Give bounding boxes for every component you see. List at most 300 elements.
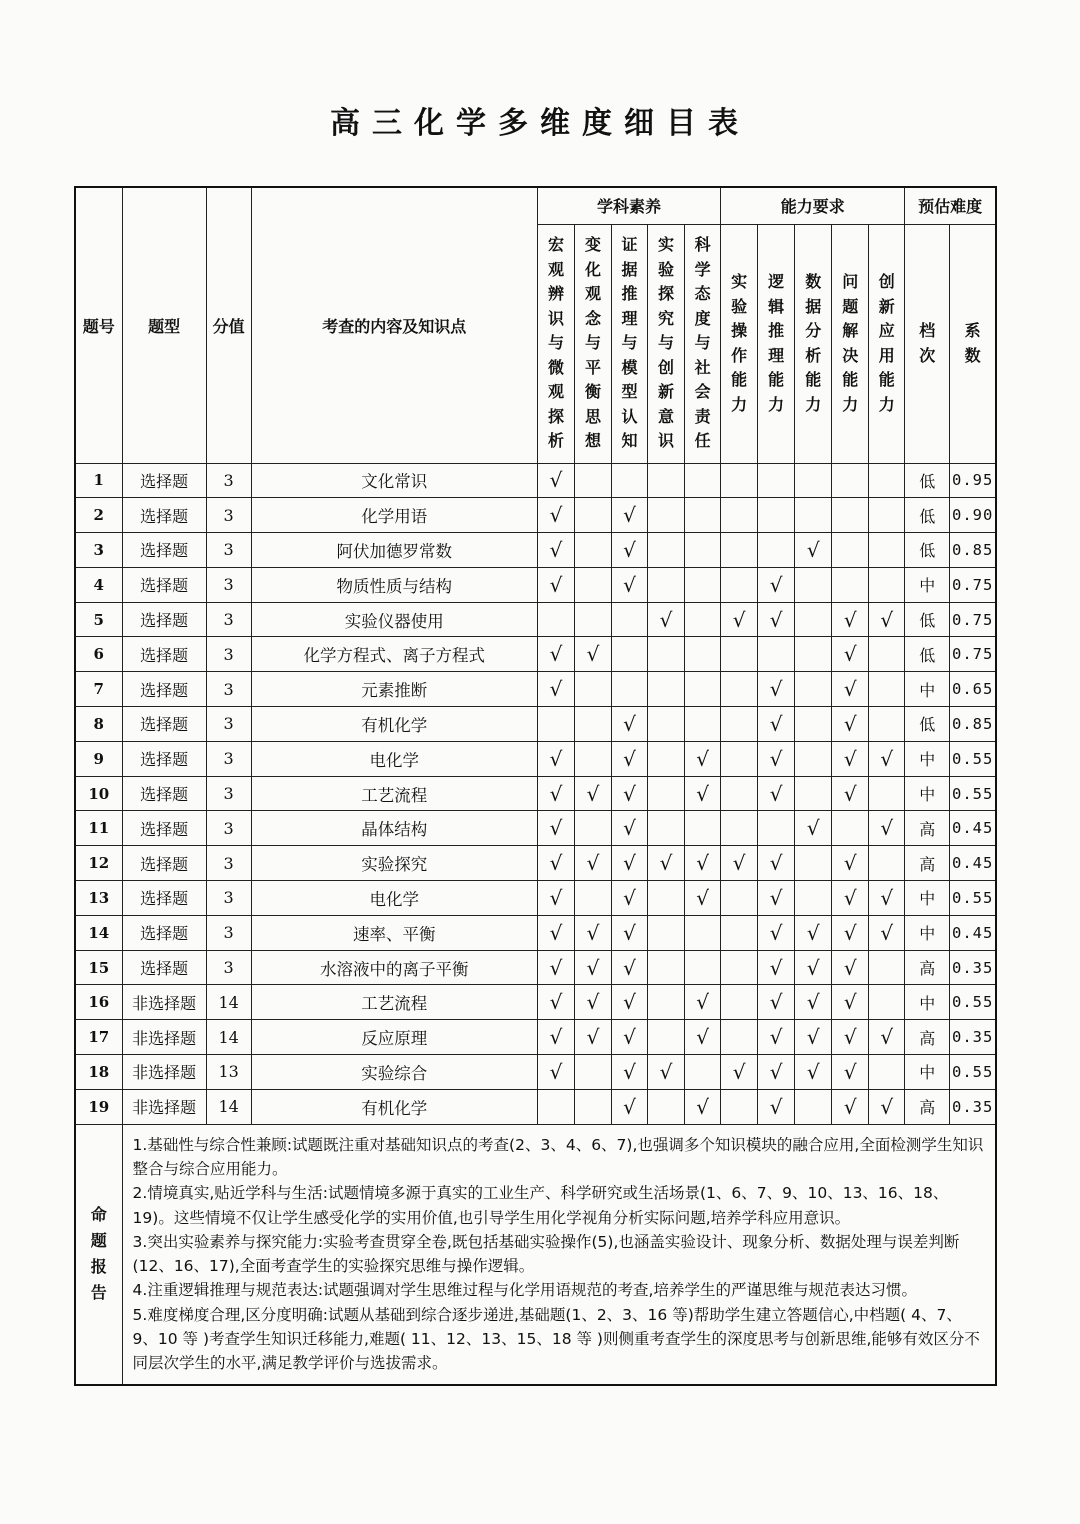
- check-mark-cell: [574, 741, 611, 776]
- header-ability-3: 数据分析能力: [805, 272, 822, 414]
- check-mark-cell: [648, 672, 685, 707]
- check-mark-cell: √: [795, 811, 832, 846]
- question-content: 有机化学: [251, 707, 537, 742]
- table-row: [75, 602, 996, 637]
- check-mark-cell: √: [795, 533, 832, 568]
- question-score: 3: [206, 672, 251, 707]
- check-mark-cell: [795, 776, 832, 811]
- check-mark-cell: √: [612, 776, 648, 811]
- check-mark-cell: [648, 1089, 685, 1124]
- question-score: 3: [206, 602, 251, 637]
- question-type: 选择题: [122, 881, 206, 916]
- check-mark-cell: √: [758, 881, 795, 916]
- check-mark-cell: √: [832, 1020, 869, 1055]
- question-type: 选择题: [122, 741, 206, 776]
- table-row: [75, 741, 996, 776]
- report-body: [122, 1124, 996, 1384]
- check-mark-cell: [869, 1055, 905, 1090]
- check-mark-cell: √: [537, 533, 574, 568]
- check-mark-cell: √: [574, 846, 611, 881]
- check-mark-cell: √: [537, 1055, 574, 1090]
- question-score: 3: [206, 846, 251, 881]
- difficulty-coefficient: 0.85: [950, 707, 996, 742]
- report-item: 2.情境真实,贴近学科与生活:试题情境多源于真实的工业生产、科学研究或生活场景(1、6、7、9、10、13、16、18、19)。这些情境不仅让学生感受化学的实用价值,也引导学生用化学视角分析实际问题,培养学科应用意识。: [132, 1184, 949, 1227]
- check-mark-cell: √: [832, 602, 869, 637]
- difficulty-level: 中: [905, 776, 950, 811]
- question-content: 实验探究: [251, 846, 537, 881]
- check-mark-cell: [685, 463, 721, 498]
- check-mark-cell: √: [869, 915, 905, 950]
- header-ability-2: 逻辑推理能力: [768, 272, 785, 414]
- difficulty-coefficient: 0.55: [950, 741, 996, 776]
- check-mark-cell: [648, 707, 685, 742]
- check-mark-cell: √: [869, 881, 905, 916]
- check-mark-cell: √: [832, 741, 869, 776]
- check-mark-cell: √: [758, 602, 795, 637]
- question-score: 3: [206, 881, 251, 916]
- check-mark-cell: [795, 498, 832, 533]
- check-mark-cell: √: [537, 881, 574, 916]
- question-type: 选择题: [122, 707, 206, 742]
- header-group-ability: 能力要求: [721, 187, 905, 224]
- check-mark-cell: [758, 811, 795, 846]
- header-ability-4: 问题解决能力: [842, 272, 859, 414]
- check-mark-cell: √: [758, 915, 795, 950]
- difficulty-coefficient: 0.45: [950, 811, 996, 846]
- check-mark-cell: [795, 707, 832, 742]
- question-score: 3: [206, 533, 251, 568]
- check-mark-cell: [721, 637, 758, 672]
- header-group-difficulty: 预估难度: [905, 187, 996, 224]
- question-content: 水溶液中的离子平衡: [251, 950, 537, 985]
- check-mark-cell: √: [612, 985, 648, 1020]
- table-row: [75, 915, 996, 950]
- difficulty-coefficient: 0.35: [950, 950, 996, 985]
- difficulty-level: 低: [905, 707, 950, 742]
- question-type: 非选择题: [122, 1089, 206, 1124]
- check-mark-cell: √: [795, 915, 832, 950]
- difficulty-level: 中: [905, 741, 950, 776]
- check-mark-cell: √: [612, 533, 648, 568]
- check-mark-cell: [869, 498, 905, 533]
- check-mark-cell: [648, 950, 685, 985]
- question-score: 3: [206, 776, 251, 811]
- question-content: 电化学: [251, 881, 537, 916]
- difficulty-coefficient: 0.55: [950, 776, 996, 811]
- check-mark-cell: √: [758, 1020, 795, 1055]
- check-mark-cell: [612, 672, 648, 707]
- question-score: 3: [206, 637, 251, 672]
- check-mark-cell: √: [869, 811, 905, 846]
- report-item: 1.基础性与综合性兼顾:试题既注重对基础知识点的考查(2、3、4、6、7),也强调多个知识模块的融合应用,全面检测学生知识整合与综合应用能力。: [132, 1135, 984, 1178]
- question-type: 选择题: [122, 463, 206, 498]
- check-mark-cell: [685, 672, 721, 707]
- question-score: 13: [206, 1055, 251, 1090]
- question-type: 选择题: [122, 637, 206, 672]
- check-mark-cell: √: [537, 915, 574, 950]
- question-number: 19: [75, 1089, 122, 1124]
- check-mark-cell: √: [574, 637, 611, 672]
- check-mark-cell: √: [648, 1055, 685, 1090]
- check-mark-cell: [721, 672, 758, 707]
- difficulty-coefficient: 0.55: [950, 1055, 996, 1090]
- check-mark-cell: [721, 533, 758, 568]
- check-mark-cell: [648, 915, 685, 950]
- check-mark-cell: [612, 637, 648, 672]
- check-mark-cell: √: [612, 498, 648, 533]
- question-type: 非选择题: [122, 985, 206, 1020]
- check-mark-cell: [869, 567, 905, 602]
- check-mark-cell: [869, 637, 905, 672]
- question-number: 10: [75, 776, 122, 811]
- check-mark-cell: [869, 776, 905, 811]
- report-label-cell: [75, 1124, 122, 1384]
- check-mark-cell: [721, 498, 758, 533]
- question-score: 14: [206, 1020, 251, 1055]
- check-mark-cell: [758, 637, 795, 672]
- table-row: [75, 811, 996, 846]
- check-mark-cell: [648, 567, 685, 602]
- table-row: [75, 498, 996, 533]
- difficulty-coefficient: 0.65: [950, 672, 996, 707]
- difficulty-level: 高: [905, 1089, 950, 1124]
- check-mark-cell: [869, 707, 905, 742]
- check-mark-cell: [648, 776, 685, 811]
- check-mark-cell: [721, 881, 758, 916]
- check-mark-cell: [685, 950, 721, 985]
- check-mark-cell: [869, 533, 905, 568]
- check-mark-cell: √: [685, 985, 721, 1020]
- question-content: 文化常识: [251, 463, 537, 498]
- report-item: 4.注重逻辑推理与规范表达:试题强调对学生思维过程与化学用语规范的考查,培养学生的严谨思维与规范表达习惯。: [132, 1281, 917, 1300]
- question-score: 3: [206, 811, 251, 846]
- check-mark-cell: [869, 846, 905, 881]
- check-mark-cell: √: [721, 1055, 758, 1090]
- check-mark-cell: [795, 602, 832, 637]
- check-mark-cell: [869, 985, 905, 1020]
- difficulty-level: 中: [905, 985, 950, 1020]
- check-mark-cell: √: [832, 672, 869, 707]
- header-type: 题型: [122, 187, 206, 463]
- difficulty-coefficient: 0.55: [950, 881, 996, 916]
- question-content: 晶体结构: [251, 811, 537, 846]
- check-mark-cell: [574, 567, 611, 602]
- question-number: 11: [75, 811, 122, 846]
- check-mark-cell: √: [537, 463, 574, 498]
- check-mark-cell: [721, 776, 758, 811]
- difficulty-level: 中: [905, 567, 950, 602]
- check-mark-cell: [832, 567, 869, 602]
- question-number: 6: [75, 637, 122, 672]
- check-mark-cell: √: [685, 776, 721, 811]
- check-mark-cell: [574, 463, 611, 498]
- question-content: 化学用语: [251, 498, 537, 533]
- check-mark-cell: [721, 741, 758, 776]
- check-mark-cell: √: [758, 846, 795, 881]
- check-mark-cell: [685, 707, 721, 742]
- check-mark-cell: [685, 1055, 721, 1090]
- check-mark-cell: √: [758, 985, 795, 1020]
- check-mark-cell: √: [758, 672, 795, 707]
- check-mark-cell: [721, 463, 758, 498]
- difficulty-coefficient: 0.35: [950, 1020, 996, 1055]
- difficulty-coefficient: 0.55: [950, 985, 996, 1020]
- difficulty-level: 高: [905, 950, 950, 985]
- difficulty-coefficient: 0.90: [950, 498, 996, 533]
- check-mark-cell: [648, 1020, 685, 1055]
- question-score: 3: [206, 950, 251, 985]
- check-mark-cell: √: [758, 741, 795, 776]
- check-mark-cell: [758, 463, 795, 498]
- check-mark-cell: [832, 811, 869, 846]
- check-mark-cell: √: [758, 1089, 795, 1124]
- check-mark-cell: √: [612, 881, 648, 916]
- check-mark-cell: [685, 498, 721, 533]
- check-mark-cell: √: [537, 950, 574, 985]
- difficulty-coefficient: 0.45: [950, 915, 996, 950]
- difficulty-level: 低: [905, 637, 950, 672]
- check-mark-cell: √: [612, 1089, 648, 1124]
- question-number: 12: [75, 846, 122, 881]
- check-mark-cell: [721, 707, 758, 742]
- difficulty-level: 低: [905, 463, 950, 498]
- table-row: [75, 637, 996, 672]
- check-mark-cell: √: [832, 707, 869, 742]
- header-score: 分值: [206, 187, 251, 463]
- question-type: 选择题: [122, 567, 206, 602]
- check-mark-cell: √: [537, 672, 574, 707]
- difficulty-level: 低: [905, 602, 950, 637]
- check-mark-cell: √: [758, 776, 795, 811]
- check-mark-cell: [648, 637, 685, 672]
- check-mark-cell: √: [832, 881, 869, 916]
- question-content: 化学方程式、离子方程式: [251, 637, 537, 672]
- check-mark-cell: √: [685, 846, 721, 881]
- table-row: [75, 950, 996, 985]
- question-score: 3: [206, 498, 251, 533]
- question-score: 3: [206, 463, 251, 498]
- check-mark-cell: [685, 567, 721, 602]
- check-mark-cell: √: [832, 637, 869, 672]
- check-mark-cell: [574, 672, 611, 707]
- check-mark-cell: [574, 811, 611, 846]
- check-mark-cell: [648, 533, 685, 568]
- check-mark-cell: √: [832, 915, 869, 950]
- check-mark-cell: [685, 915, 721, 950]
- check-mark-cell: √: [795, 1055, 832, 1090]
- check-mark-cell: [795, 1089, 832, 1124]
- difficulty-level: 中: [905, 881, 950, 916]
- page-title: 高三化学多维度细目表: [330, 106, 750, 141]
- question-number: 7: [75, 672, 122, 707]
- spec-table: [74, 186, 997, 1386]
- question-number: 4: [75, 567, 122, 602]
- check-mark-cell: [537, 707, 574, 742]
- check-mark-cell: √: [612, 811, 648, 846]
- check-mark-cell: √: [537, 846, 574, 881]
- question-type: 选择题: [122, 811, 206, 846]
- check-mark-cell: [758, 533, 795, 568]
- check-mark-cell: [721, 1089, 758, 1124]
- check-mark-cell: √: [685, 881, 721, 916]
- table-row: [75, 463, 996, 498]
- difficulty-level: 中: [905, 1055, 950, 1090]
- question-type: 选择题: [122, 950, 206, 985]
- check-mark-cell: [574, 1055, 611, 1090]
- check-mark-cell: [795, 846, 832, 881]
- check-mark-cell: √: [574, 950, 611, 985]
- check-mark-cell: √: [832, 776, 869, 811]
- check-mark-cell: √: [537, 1020, 574, 1055]
- header-coef: 系数: [964, 321, 981, 365]
- check-mark-cell: √: [721, 602, 758, 637]
- check-mark-cell: √: [832, 846, 869, 881]
- check-mark-cell: [537, 1089, 574, 1124]
- question-score: 3: [206, 741, 251, 776]
- check-mark-cell: √: [574, 915, 611, 950]
- header-literacy-2: 变化观念与平衡思想: [584, 235, 601, 451]
- question-number: 8: [75, 707, 122, 742]
- question-number: 16: [75, 985, 122, 1020]
- table-row: [75, 776, 996, 811]
- question-content: 元素推断: [251, 672, 537, 707]
- check-mark-cell: [721, 1020, 758, 1055]
- check-mark-cell: √: [612, 1020, 648, 1055]
- check-mark-cell: √: [795, 950, 832, 985]
- question-content: 反应原理: [251, 1020, 537, 1055]
- question-number: 17: [75, 1020, 122, 1055]
- header-literacy-5: 科学态度与社会责任: [694, 235, 711, 451]
- difficulty-level: 低: [905, 533, 950, 568]
- check-mark-cell: √: [612, 741, 648, 776]
- check-mark-cell: √: [612, 950, 648, 985]
- question-type: 非选择题: [122, 1055, 206, 1090]
- question-content: 实验综合: [251, 1055, 537, 1090]
- header-literacy-3: 证据推理与模型认知: [621, 235, 638, 451]
- check-mark-cell: √: [612, 915, 648, 950]
- check-mark-cell: [832, 498, 869, 533]
- question-type: 非选择题: [122, 1020, 206, 1055]
- difficulty-coefficient: 0.75: [950, 602, 996, 637]
- question-score: 3: [206, 707, 251, 742]
- table-row: [75, 1089, 996, 1124]
- difficulty-coefficient: 0.75: [950, 637, 996, 672]
- header-level: 档次: [919, 321, 936, 365]
- difficulty-level: 高: [905, 811, 950, 846]
- check-mark-cell: √: [832, 985, 869, 1020]
- check-mark-cell: √: [574, 1020, 611, 1055]
- check-mark-cell: [721, 811, 758, 846]
- question-content: 阿伏加德罗常数: [251, 533, 537, 568]
- question-number: 1: [75, 463, 122, 498]
- difficulty-level: 中: [905, 915, 950, 950]
- check-mark-cell: [612, 463, 648, 498]
- report-item: 3.突出实验素养与探究能力:实验考查贯穿全卷,既包括基础实验操作(5),也涵盖实验设计、现象分析、数据处理与误差判断(12、16、17),全面考查学生的实验探究思维与操作逻辑。: [132, 1232, 960, 1276]
- check-mark-cell: √: [721, 846, 758, 881]
- header-group-literacy: 学科素养: [537, 187, 720, 224]
- difficulty-coefficient: 0.95: [950, 463, 996, 498]
- check-mark-cell: √: [869, 1020, 905, 1055]
- question-content: 工艺流程: [251, 776, 537, 811]
- question-content: 有机化学: [251, 1089, 537, 1124]
- difficulty-coefficient: 0.85: [950, 533, 996, 568]
- question-type: 选择题: [122, 498, 206, 533]
- question-type: 选择题: [122, 533, 206, 568]
- table-row: [75, 707, 996, 742]
- check-mark-cell: [685, 637, 721, 672]
- question-score: 3: [206, 567, 251, 602]
- check-mark-cell: √: [795, 985, 832, 1020]
- question-type: 选择题: [122, 846, 206, 881]
- check-mark-cell: √: [537, 498, 574, 533]
- question-content: 实验仪器使用: [251, 602, 537, 637]
- table-row: [75, 881, 996, 916]
- header-literacy-1: 宏观辨识与微观探析: [547, 235, 564, 451]
- check-mark-cell: [648, 985, 685, 1020]
- table-row: [75, 985, 996, 1020]
- table-row: [75, 1020, 996, 1055]
- check-mark-cell: √: [648, 602, 685, 637]
- check-mark-cell: √: [612, 707, 648, 742]
- check-mark-cell: [574, 602, 611, 637]
- check-mark-cell: [721, 915, 758, 950]
- question-number: 5: [75, 602, 122, 637]
- check-mark-cell: √: [537, 776, 574, 811]
- check-mark-cell: √: [758, 1055, 795, 1090]
- check-mark-cell: √: [648, 846, 685, 881]
- check-mark-cell: [721, 985, 758, 1020]
- check-mark-cell: [795, 881, 832, 916]
- check-mark-cell: [685, 533, 721, 568]
- check-mark-cell: √: [869, 1089, 905, 1124]
- question-score: 3: [206, 915, 251, 950]
- question-number: 13: [75, 881, 122, 916]
- check-mark-cell: √: [758, 707, 795, 742]
- check-mark-cell: [795, 463, 832, 498]
- check-mark-cell: [795, 741, 832, 776]
- check-mark-cell: [574, 533, 611, 568]
- check-mark-cell: √: [832, 1089, 869, 1124]
- question-content: 工艺流程: [251, 985, 537, 1020]
- check-mark-cell: √: [537, 741, 574, 776]
- difficulty-level: 高: [905, 846, 950, 881]
- check-mark-cell: √: [612, 1055, 648, 1090]
- check-mark-cell: √: [869, 741, 905, 776]
- check-mark-cell: [574, 707, 611, 742]
- check-mark-cell: √: [832, 1055, 869, 1090]
- check-mark-cell: √: [685, 1089, 721, 1124]
- check-mark-cell: √: [574, 776, 611, 811]
- check-mark-cell: [869, 950, 905, 985]
- check-mark-cell: [758, 498, 795, 533]
- question-type: 选择题: [122, 672, 206, 707]
- check-mark-cell: √: [869, 602, 905, 637]
- check-mark-cell: [574, 1089, 611, 1124]
- check-mark-cell: √: [537, 567, 574, 602]
- difficulty-level: 中: [905, 672, 950, 707]
- difficulty-coefficient: 0.35: [950, 1089, 996, 1124]
- report-label: 命题报告: [90, 1205, 107, 1303]
- check-mark-cell: √: [612, 846, 648, 881]
- difficulty-coefficient: 0.75: [950, 567, 996, 602]
- table-row: [75, 672, 996, 707]
- check-mark-cell: √: [574, 985, 611, 1020]
- check-mark-cell: √: [832, 950, 869, 985]
- check-mark-cell: [832, 533, 869, 568]
- check-mark-cell: [648, 498, 685, 533]
- question-number: 14: [75, 915, 122, 950]
- table-row: [75, 1055, 996, 1090]
